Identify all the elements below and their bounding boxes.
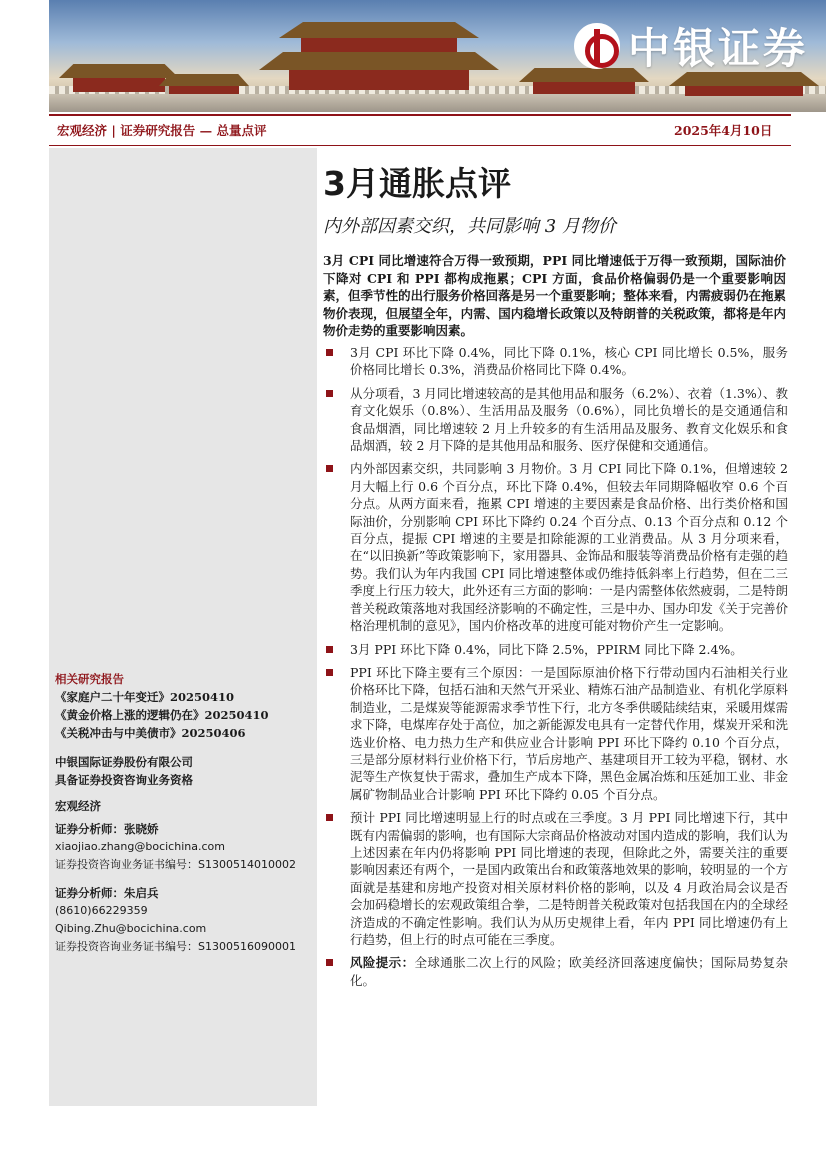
risk-warning-item: 风险提示：全球通胀二次上行的风险；欧美经济回落速度偏快；国际局势复杂化。 — [326, 954, 788, 989]
risk-warning-label: 风险提示： — [350, 955, 415, 971]
list-item: PPI 环比下降主要有三个原因：一是国际原油价格下行带动国内石油相关行业价格环比下降，包括石油和天然气开采业、精炼石油产品制造业、有机化学原料制造业，二是煤炭等能源需求季节性下行，北方冬季供暖陆续结束，采暖用煤需求下降，电煤库存处于高位，加之新能源发电具有一定替代作用，煤炭开采和洗选业价格、电力热力生产和供应业合计影响 PPI 环比下降约 0.10 个百分点，三是部分原材料行业价格下行，节后房地产、基建项目开工较为平稳，钢材、水泥等生产恢复快于需求，叠加生产成本下降，黑色金属冶炼和压延加工业、非金属矿物制品业合计影响 PPI 环比下降约 0.05 个百分点。 — [326, 664, 788, 803]
list-item: 从分项看，3 月同比增速较高的是其他用品和服务（6.2%）、衣着（1.3%）、教育文化娱乐（0.8%）、生活用品及服务（0.6%），同比负增长的是交通通信和食品烟酒，同比增速较 2 月上升较多的有生活用品及服务、教育文化娱乐和食品烟酒，较 2 月下降的是其他用品和服务、医疗保健和交通通信。 — [326, 385, 788, 455]
related-reports — [55, 670, 269, 742]
report-title: 3月通胀点评 — [323, 164, 511, 203]
sector-label: 宏观经济 — [55, 799, 101, 813]
bullet-square-icon — [326, 646, 333, 653]
list-item: 预计 PPI 同比增速明显上行的时点或在三季度。3 月 PPI 同比增速下行，其中既有内需偏弱的影响，也有国际大宗商品价格波动对国内造成的影响，我们认为上述因素在年内仍将影响 PPI 同比增速的表现，但除此之外，需要关注的重要影响因素还有两个，一是国内政策出台和政策落地效果的影响，较明显的一个方面就是基建和房地产投资对相关原材料价格的影响，以及 4 月政治局会议是否会加码稳增长的宏观政策组合拳，二是特朗普关税政策对包括我国在内的全球经济造成的不确定性影响。我们认为从历史规律上看，年内 PPI 同比增速仍有上行趋势，但上行的时点可能在三季度。 — [326, 809, 788, 948]
analyst-name: 证券分析师：朱启兵 — [55, 886, 159, 900]
analyst-name: 证券分析师：张晓娇 — [55, 822, 159, 836]
bullet-square-icon — [326, 349, 333, 356]
analyst-card — [55, 884, 296, 956]
analyst-email[interactable]: xiaojiao.zhang@bocichina.com — [55, 840, 225, 853]
report-category: 宏观经济 | 证券研究报告 — 总量点评 — [57, 123, 267, 138]
analyst-phone: (8610)66229359 — [55, 904, 148, 917]
related-reports-title: 相关研究报告 — [55, 672, 124, 686]
boc-logo-icon — [574, 23, 620, 69]
analyst-card — [55, 820, 296, 874]
brand-name: 中银证券 — [627, 24, 808, 73]
company-name: 中银国际证券股份有限公司 — [55, 755, 193, 769]
company-qualification: 具备证券投资咨询业务资格 — [55, 773, 193, 787]
key-points-list — [326, 344, 788, 995]
bullet-square-icon — [326, 959, 333, 966]
analyst-cert: 证券投资咨询业务证书编号：S1300516090001 — [55, 940, 296, 953]
list-item: 内外部因素交织，共同影响 3 月物价。3 月 CPI 同比下降 0.1%，但增速较 2 月大幅上行 0.6 个百分点，环比下降 0.4%，但较去年同期降幅收窄 0.6 个百分点。从两方面来看，拖累 CPI 增速的主要因素是食品价格、出行类价格和国际油价，分别影响 CPI 环比下降约 0.24 个百分点、0.13 个百分点和 0.12 个百分点，提振 CPI 增速的主要是扣除能源的工业消费品。从 3 月分项来看，在“以旧换新”等政策影响下，家用器具、金饰品和服装等消费品价格有走强的趋势。我们认为年内我国 CPI 同比增速整体或仍维持低斜率上行趋势，但在二三季度上行压力较大，此外还有三方面的影响：一是内需整体依然疲弱，二是特朗普关税政策落地对我国经济影响的不确定性，三是中办、国办印发《关于完善价格治理机制的意见》，国内价格改革的进度可能对物价产生一定影响。 — [326, 460, 788, 634]
bullet-square-icon — [326, 669, 333, 676]
list-item: 3月 CPI 环比下降 0.4%，同比下降 0.1%，核心 CPI 同比增长 0.5%，服务价格同比增长 0.3%，消费品价格同比下降 0.4%。 — [326, 344, 788, 379]
bullet-square-icon — [326, 390, 333, 397]
related-report-item[interactable]: 《关税冲击与中美债市》20250406 — [55, 726, 246, 740]
related-report-item[interactable]: 《家庭户二十年变迁》20250410 — [55, 690, 235, 704]
bullet-square-icon — [326, 465, 333, 472]
header-banner-image — [49, 0, 826, 112]
analyst-cert: 证券投资咨询业务证书编号：S1300514010002 — [55, 858, 296, 871]
list-item: 3月 PPI 环比下降 0.4%，同比下降 2.5%，PPIRM 同比下降 2.4%。 — [326, 641, 788, 658]
header-rule-top — [49, 114, 791, 116]
report-date: 2025年4月10日 — [674, 123, 773, 138]
company-info — [55, 753, 193, 789]
brand-logo — [574, 16, 808, 76]
analyst-email[interactable]: Qibing.Zhu@bocichina.com — [55, 922, 207, 935]
header-rule-bottom — [49, 145, 791, 146]
related-report-item[interactable]: 《黄金价格上涨的逻辑仍在》20250410 — [55, 708, 269, 722]
report-abstract: 3月 CPI 同比增速符合万得一致预期，PPI 同比增速低于万得一致预期，国际油价下降对 CPI 和 PPI 都构成拖累；CPI 方面，食品价格偏弱仍是一个重要影响因素，但季节性的出行服务价格回落是另一个重要影响；整体来看，内需疲弱仍在拖累物价表现，但展望全年，内需、国内稳增长政策以及特朗普的关税政策，都将是年内物价走势的重要影响因素。 — [323, 253, 786, 339]
sidebar-panel — [49, 148, 317, 1106]
bullet-square-icon — [326, 814, 333, 821]
report-subtitle: 内外部因素交织，共同影响 3 月物价 — [323, 216, 616, 237]
